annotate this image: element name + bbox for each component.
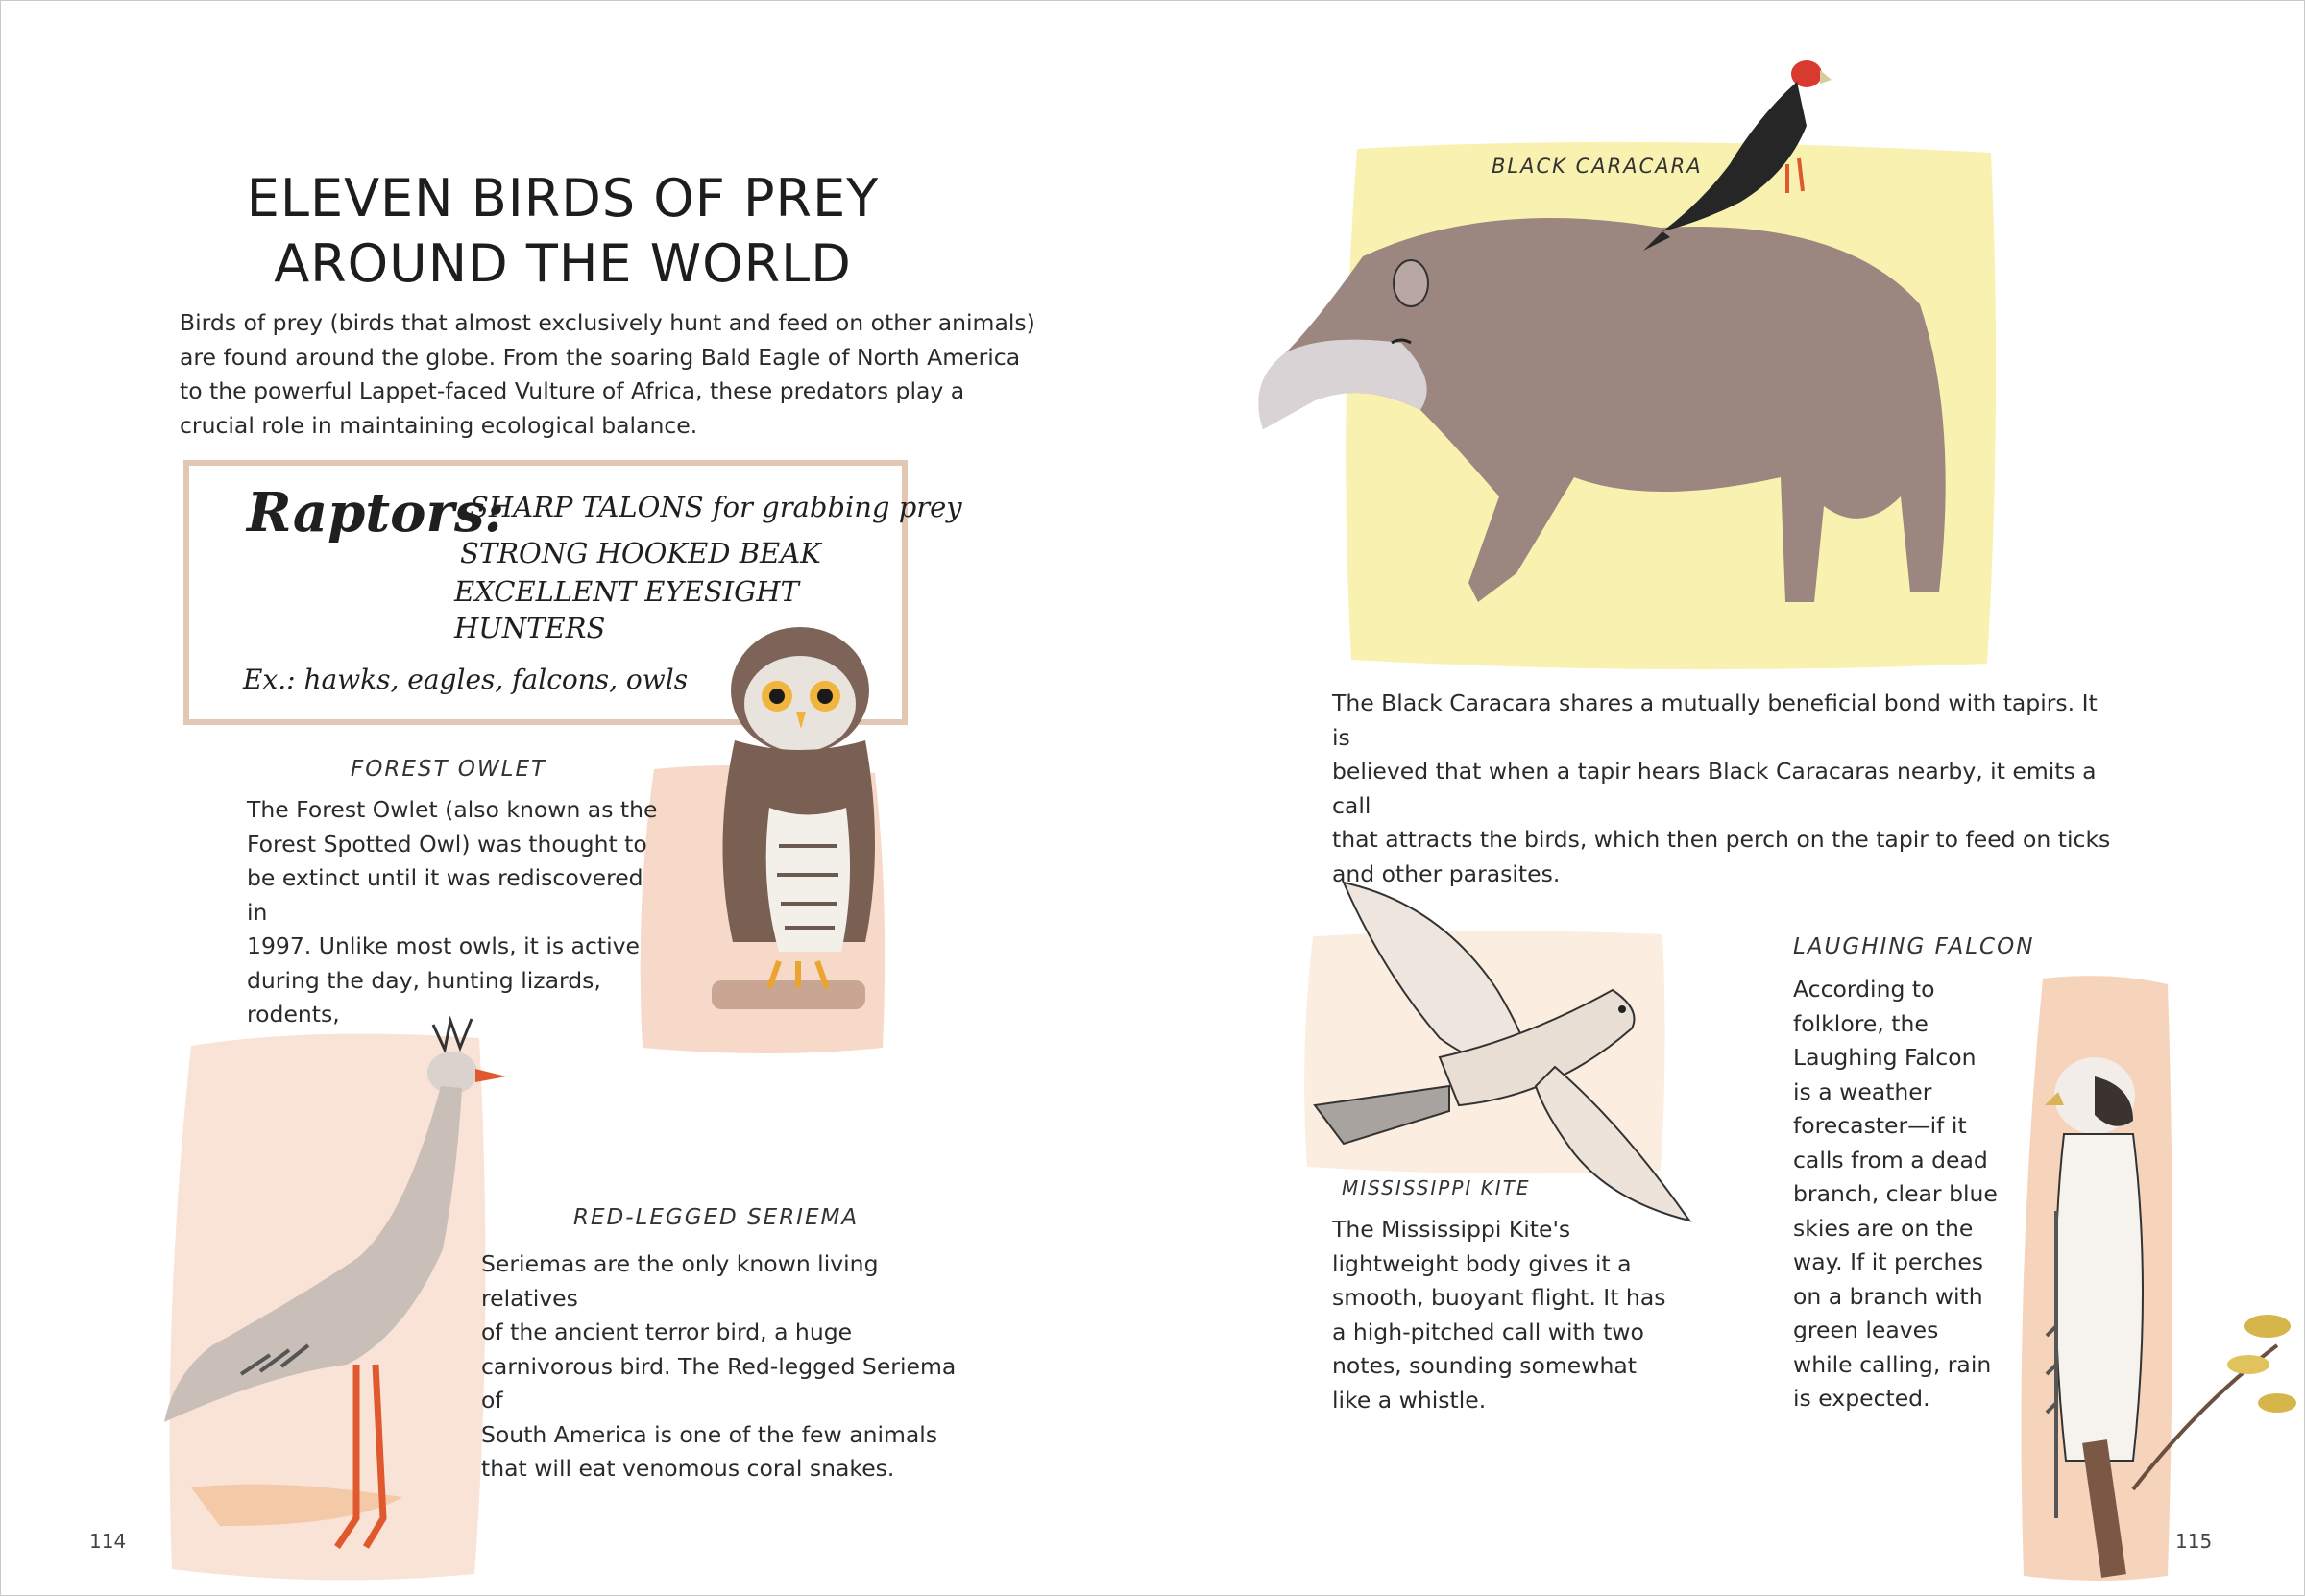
raptor-trait-2: STRONG HOOKED BEAK (460, 537, 821, 569)
kite-illustration (1305, 875, 1699, 1259)
title-line-2: AROUND THE WORLD (274, 233, 852, 294)
forest-owlet-text: The Forest Owlet (also known as the Forest Spotted Owl) was thought to be extinct until it was rediscovered in 1997. Unlike most owls, it is active during the day, hunting lizards, rodents, (247, 796, 658, 1028)
intro-paragraph: Birds of prey (birds that almost exclusively hunt and feed on other animals) are found around the globe. From the soaring Bald Eagle of North America to the powerful Lappet-faced Vulture of Africa, these predators play a crucial role in maintaining ecological balance. (180, 309, 1035, 439)
raptors-heading: Raptors: (247, 481, 505, 544)
caracara-text: The Black Caracara shares a mutually beneficial bond with tapirs. It is believed that when a tapir hears Black Caracaras nearby, it emits a call that attracts the birds, which then perch on the tapir to feed on ticks and other parasites. (1332, 689, 2111, 887)
forest-owlet-caption: FOREST OWLET (351, 757, 547, 782)
kite-text: The Mississippi Kite's lightweight body gives it a smooth, buoyant flight. It has a high-pitched call with two notes, sounding somewhat like a whistle. (1332, 1216, 1666, 1414)
raptor-trait-3: EXCELLENT EYESIGHT (454, 575, 799, 608)
raptor-trait-4: HUNTERS (454, 612, 606, 644)
page-number-left: 114 (89, 1530, 127, 1553)
owlet-illustration (673, 616, 875, 1028)
raptor-examples: Ex.: hawks, eagles, falcons, owls (243, 664, 689, 695)
falcon-illustration (1989, 1038, 2305, 1576)
page-number-right: 115 (2175, 1530, 2213, 1553)
tapir-illustration (1248, 189, 1977, 631)
title-line-1: ELEVEN BIRDS OF PREY (246, 168, 880, 229)
seriema-text: Seriemas are the only known living relatives of the ancient terror bird, a huge carnivorous bird. The Red-legged Seriema of South America is one of the few animals that will eat venomous coral snakes. (481, 1250, 957, 1482)
kite-caption: MISSISSIPPI KITE (1342, 1176, 1531, 1199)
seriema-caption: RED-LEGGED SERIEMA (573, 1205, 860, 1230)
seriema-illustration (155, 1009, 520, 1566)
caracara-caption: BLACK CARACARA (1492, 155, 1703, 178)
falcon-text: According to folklore, the Laughing Falcon is a weather forecaster—if it calls from a dead branch, clear blue skies are on the way. If it perches on a branch with green leaves while calling, rain is expected. (1793, 976, 1998, 1412)
page-title (193, 166, 933, 297)
falcon-caption: LAUGHING FALCON (1793, 934, 2035, 959)
raptor-trait-1: SHARP TALONS for grabbing prey (470, 491, 962, 523)
